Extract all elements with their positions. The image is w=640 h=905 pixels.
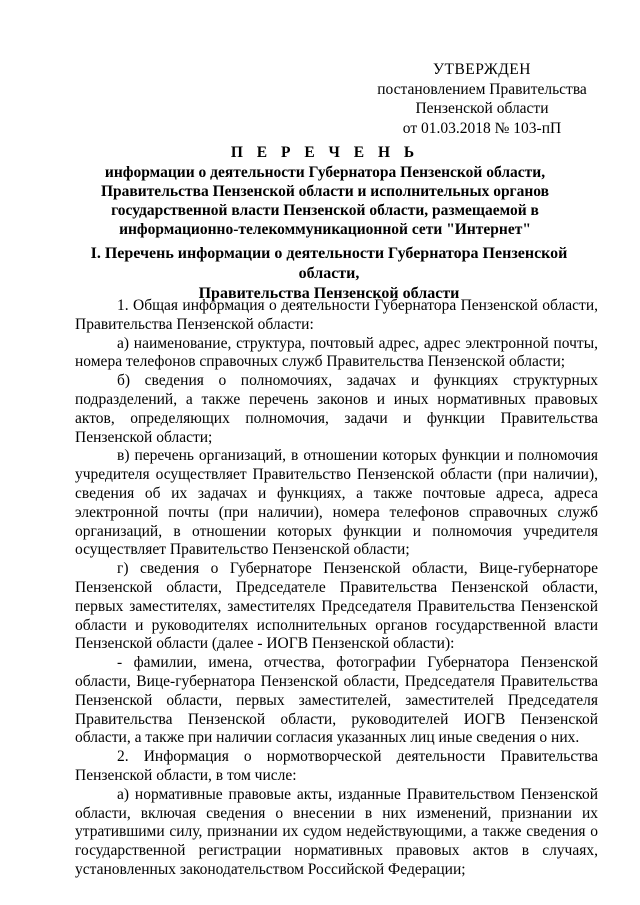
document-body <box>75 297 598 880</box>
heading-line-2: Правительства Пензенской области и исполнительных органов <box>100 183 550 200</box>
heading-line-1: информации о деятельности Губернатора Пензенской области, <box>104 164 546 181</box>
approval-stamp <box>352 60 612 138</box>
document-heading <box>60 143 590 239</box>
paragraph-1b: б) сведения о полномочиях, задачах и функциях структурных подразделений, а также перечень законов и иных нормативных правовых актов, определяющих полномочия, задачи и функции Правительства Пензенской области; <box>75 372 598 446</box>
heading-line-3: государственной власти Пензенской области, размещаемой в <box>111 202 539 219</box>
approval-line-region: Пензенской области <box>415 100 549 117</box>
heading-line-4: информационно-телекоммуникационной сети "Интернет" <box>119 221 531 238</box>
heading-word: П Е Р Е Ч Е Н Ь <box>230 144 420 161</box>
section-title-line-2: Правительства Пензенской области <box>198 285 460 302</box>
paragraph-1d: г) сведения о Губернаторе Пензенской области, Вице-губернаторе Пензенской области, Председателе Правительства Пензенской области, первых заместителях, заместителях Председателя Правительства Пензенской области и руководителях исполнительных органов государственной власти Пензенской области (далее - ИОГВ Пензенской области): <box>75 560 598 653</box>
paragraph-2: 2. Информация о нормотворческой деятельности Правительства Пензенской области, в том числе: <box>75 748 598 784</box>
approval-title: УТВЕРЖДЕН <box>433 61 531 78</box>
paragraph-2a: а) нормативные правовые акты, изданные Правительством Пензенской области, включая сведения о внесении в них изменений, признании их утратившими силу, признании их судом недействующими, а также сведения о государственной регистрации нормативных правовых актов в случаях, установленных законодательством Российской Федерации; <box>75 785 598 878</box>
section-title-line-1: I. Перечень информации о деятельности Губернатора Пензенской области, <box>90 245 568 282</box>
paragraph-1c: в) перечень организаций, в отношении которых функции и полномочия учредителя осуществляет Правительство Пензенской области (при наличии), сведения об их задачах и функциях, а также почтовые адреса, адреса электронной почты (при наличии), номера телефонов справочных служб организаций, в отношении которых функции и полномочия учредителя осуществляет Правительство Пензенской области; <box>75 447 598 559</box>
approval-line-date: от 01.03.2018 № 103-пП <box>402 119 562 137</box>
section-title <box>60 244 598 304</box>
paragraph-1: 1. Общая информация о деятельности Губернатора Пензенской области, Правительства Пензенской области: <box>75 297 598 333</box>
paragraph-1d-list: - фамилии, имена, отчества, фотографии Губернатора Пензенской области, Вице-губернатора Пензенской области, Председателя Правительства Пензенской области, первых заместителей, заместителей Председателя Правительства Пензенской области, руководителей ИОГВ Пензенской области, а также при наличии согласия указанных лиц иные сведения о них. <box>75 654 598 747</box>
approval-line-decree: постановлением Правительства <box>377 80 587 98</box>
paragraph-1a: а) наименование, структура, почтовый адрес, адрес электронной почты, номера телефонов справочных служб Правительства Пензенской области; <box>75 334 598 371</box>
